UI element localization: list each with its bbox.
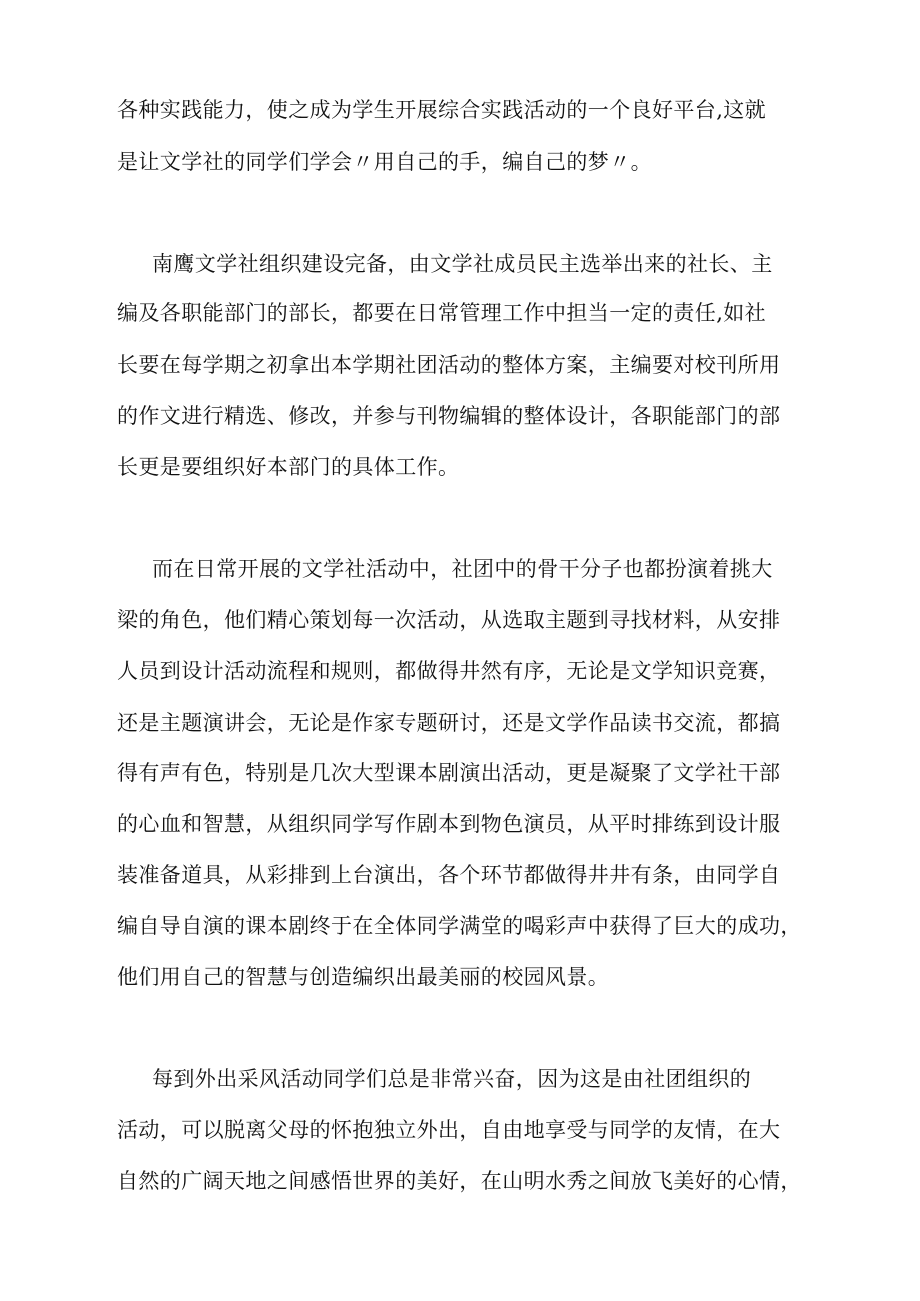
text-line: 得有声有色，特别是几次大型课本剧演出活动，更是凝聚了文学社干部 bbox=[117, 761, 781, 785]
text-line: 而在日常开展的文学社活动中，社团中的骨干分子也都扮演着挑大 bbox=[152, 557, 773, 581]
text-line: 南鹰文学社组织建设完备，由文学社成员民主选举出来的社长、主 bbox=[152, 252, 773, 276]
text-line: 他们用自己的智慧与创造编织出最美丽的校园风景。 bbox=[117, 965, 610, 989]
text-line: 是让文学社的同学们学会〃用自己的手，编自己的梦〃。 bbox=[117, 150, 652, 174]
text-line: 活动，可以脱离父母的怀抱独立外出，自由地享受与同学的友情，在大 bbox=[117, 1118, 781, 1142]
text-line: 的心血和智慧，从组织同学写作剧本到物色演员，从平时排练到设计服 bbox=[117, 812, 781, 836]
text-line: 自然的广阔天地之间感悟世界的美好，在山明水秀之间放飞美好的心情， bbox=[117, 1169, 802, 1193]
text-line: 装准备道具，从彩排到上台演出，各个环节都做得井井有条，由同学自 bbox=[117, 863, 781, 887]
text-line: 每到外出采风活动同学们总是非常兴奋，因为这是由社团组织的 bbox=[152, 1067, 752, 1091]
text-line: 长要在每学期之初拿出本学期社团活动的整体方案，主编要对校刊所用 bbox=[117, 353, 781, 377]
text-line: 长更是要组织好本部门的具体工作。 bbox=[117, 455, 460, 479]
text-line: 编及各职能部门的部长，都要在日常管理工作中担当一定的责任,如社 bbox=[117, 301, 767, 325]
text-line: 的作文进行精选、修改，并参与刊物编辑的整体设计，各职能部门的部 bbox=[117, 404, 781, 428]
text-line: 人员到设计活动流程和规则，都做得井然有序，无论是文学知识竞赛， bbox=[117, 659, 781, 683]
text-line: 各种实践能力，使之成为学生开展综合实践活动的一个良好平台,这就 bbox=[117, 98, 767, 122]
text-line: 梁的角色，他们精心策划每一次活动，从选取主题到寻找材料，从安排 bbox=[117, 608, 781, 632]
text-line: 编自导自演的课本剧终于在全体同学满堂的喝彩声中获得了巨大的成功， bbox=[117, 914, 802, 938]
text-line: 还是主题演讲会，无论是作家专题研讨，还是文学作品读书交流，都搞 bbox=[117, 711, 781, 735]
